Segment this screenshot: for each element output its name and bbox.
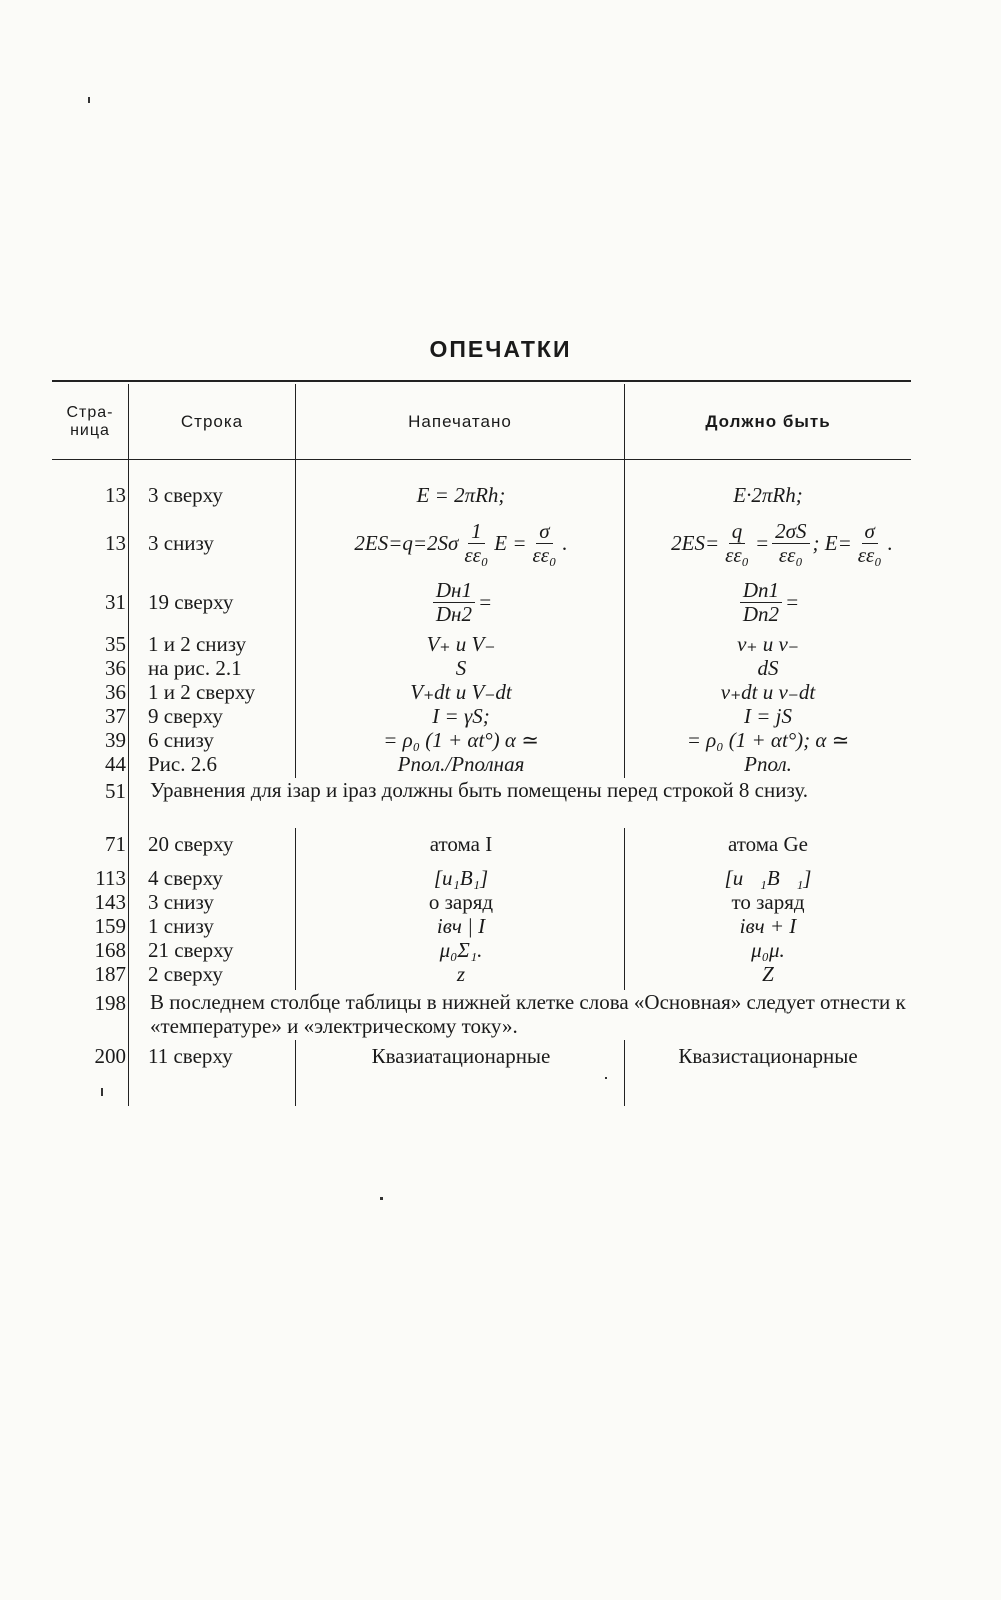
line-ref: Рис. 2.6 <box>148 751 217 776</box>
printed-text: μ₀Σ₁. <box>439 937 483 962</box>
page-title: ОПЕЧАТКИ <box>429 336 572 362</box>
page-number: 200 <box>94 1043 126 1068</box>
correct-text: Z <box>762 961 774 986</box>
table-row <box>52 680 911 704</box>
page-number: 113 <box>95 865 126 890</box>
line-ref: 3 снизу <box>148 530 214 555</box>
table-row <box>52 890 911 914</box>
table-row <box>52 962 911 986</box>
correct-formula: $\frac{Dn1}{Dn2}$ = <box>625 572 911 632</box>
printed-text: S <box>455 655 467 680</box>
table-row <box>52 632 911 656</box>
printed-text: E = 2πRh; <box>416 482 506 507</box>
page-number: 159 <box>94 913 126 938</box>
correct-text: I = jS <box>744 703 792 728</box>
line-ref: 11 сверху <box>148 1043 233 1068</box>
page-number: 143 <box>94 889 126 914</box>
printed-text: I = γS; <box>432 703 490 728</box>
line-ref: 20 сверху <box>148 831 234 856</box>
page-number: 37 <box>105 703 126 728</box>
printed-text: V₊ и V₋ <box>426 631 496 656</box>
line-ref: 1 и 2 снизу <box>148 631 247 656</box>
table-row <box>52 572 911 632</box>
correct-text: μ₀μ. <box>751 937 785 962</box>
line-ref: 2 сверху <box>148 961 223 986</box>
printed-text: Квазиатационарные <box>371 1043 551 1068</box>
printed-text: Pпол./Pполная <box>397 751 525 776</box>
printed-formula: $\frac{Dн1}{Dн2}$ = <box>296 572 626 632</box>
header-line: Строка <box>180 411 244 431</box>
correct-text: = ρ₀ (1 + αt°); α ≃ <box>686 727 850 752</box>
printed-text: = ρ₀ (1 + αt°) α ≃ <box>383 727 539 752</box>
correct-text: атома Ge <box>728 831 808 856</box>
line-ref: 19 сверху <box>148 589 234 614</box>
table-row <box>52 514 911 572</box>
page-number: 39 <box>105 727 126 752</box>
page-number: 36 <box>105 655 126 680</box>
table-row <box>52 752 911 776</box>
printed-text: z <box>456 961 466 986</box>
line-ref: 3 сверху <box>148 482 223 507</box>
line-ref: на рис. 2.1 <box>148 655 242 680</box>
line-ref: 6 снизу <box>148 727 214 752</box>
table-row <box>52 778 911 828</box>
page-number: 187 <box>94 961 126 986</box>
page-number: 71 <box>105 831 126 856</box>
correct-text: Pпол. <box>744 751 792 776</box>
printed-formula: 2ES=q=2Sσ $\frac{1}{\text{εε₀}}$ E = $\frac{\sigma}{\text{εε₀}}$ . <box>354 519 568 567</box>
page-number: 198 <box>94 990 126 1015</box>
correct-text: [u⃗₁B⃗₁] <box>724 865 812 890</box>
table-row <box>52 866 911 890</box>
correct-text: Квазистационарные <box>678 1043 858 1068</box>
table-top-rule <box>52 380 911 382</box>
table-row <box>52 830 911 858</box>
table-row <box>52 990 911 1040</box>
table-row <box>52 1043 911 1069</box>
page-number: 168 <box>94 937 126 962</box>
page-number: 44 <box>105 751 126 776</box>
table-row <box>52 704 911 728</box>
print-speck <box>380 1197 383 1200</box>
line-ref: 9 сверху <box>148 703 223 728</box>
page-number: 13 <box>105 530 126 555</box>
printed-text: атома I <box>429 831 493 856</box>
header-page: Стра- ница <box>66 403 114 439</box>
correct-text: v₊ и v₋ <box>737 631 799 656</box>
printed-text: о заряд <box>428 889 494 914</box>
line-ref: 21 сверху <box>148 937 234 962</box>
table-row <box>52 728 911 752</box>
line-ref: 1 снизу <box>148 913 214 938</box>
correct-text: E·2πRh; <box>733 482 803 507</box>
page-number: 35 <box>105 631 126 656</box>
line-ref: 1 и 2 сверху <box>148 679 256 704</box>
note-text: Уравнения для iзар и iраз должны быть помещены перед строкой 8 снизу. <box>148 778 913 828</box>
header-printed: Напечатано <box>408 411 512 431</box>
page-number: 36 <box>105 679 126 704</box>
printed-text: iвч | I <box>436 913 486 938</box>
line-ref: 4 сверху <box>148 865 223 890</box>
correct-formula: 2ES= $\frac{q}{\text{εε₀}}$ = $\frac{2\sigma S}{\text{εε₀}}$ ; E= $\frac{\sigma}{\text{εε₀}}$ . <box>671 519 893 567</box>
printed-text: V₊dt и V₋dt <box>410 679 512 704</box>
print-speck <box>88 97 90 103</box>
page-number: 13 <box>105 482 126 507</box>
table-header-rule <box>52 459 911 460</box>
header-should-be: Должно быть <box>705 411 831 431</box>
correct-text: dS <box>757 655 779 680</box>
print-speck <box>101 1088 103 1096</box>
correct-text: iвч + I <box>739 913 797 938</box>
table-row <box>52 656 911 680</box>
table-row <box>52 482 911 508</box>
correct-text: то заряд <box>731 889 805 914</box>
print-speck <box>605 1077 607 1079</box>
line-ref: 3 снизу <box>148 889 214 914</box>
printed-text: [u₁B₁] <box>433 865 489 890</box>
table-row <box>52 938 911 962</box>
note-text: В последнем столбце таблицы в нижней клетке слова «Основная» следует отнести к «температуре» и «электрическому току». <box>148 990 913 1040</box>
page-number: 31 <box>105 589 126 614</box>
table-row <box>52 914 911 938</box>
page-number: 51 <box>105 778 126 803</box>
correct-text: v₊dt и v₋dt <box>720 679 816 704</box>
